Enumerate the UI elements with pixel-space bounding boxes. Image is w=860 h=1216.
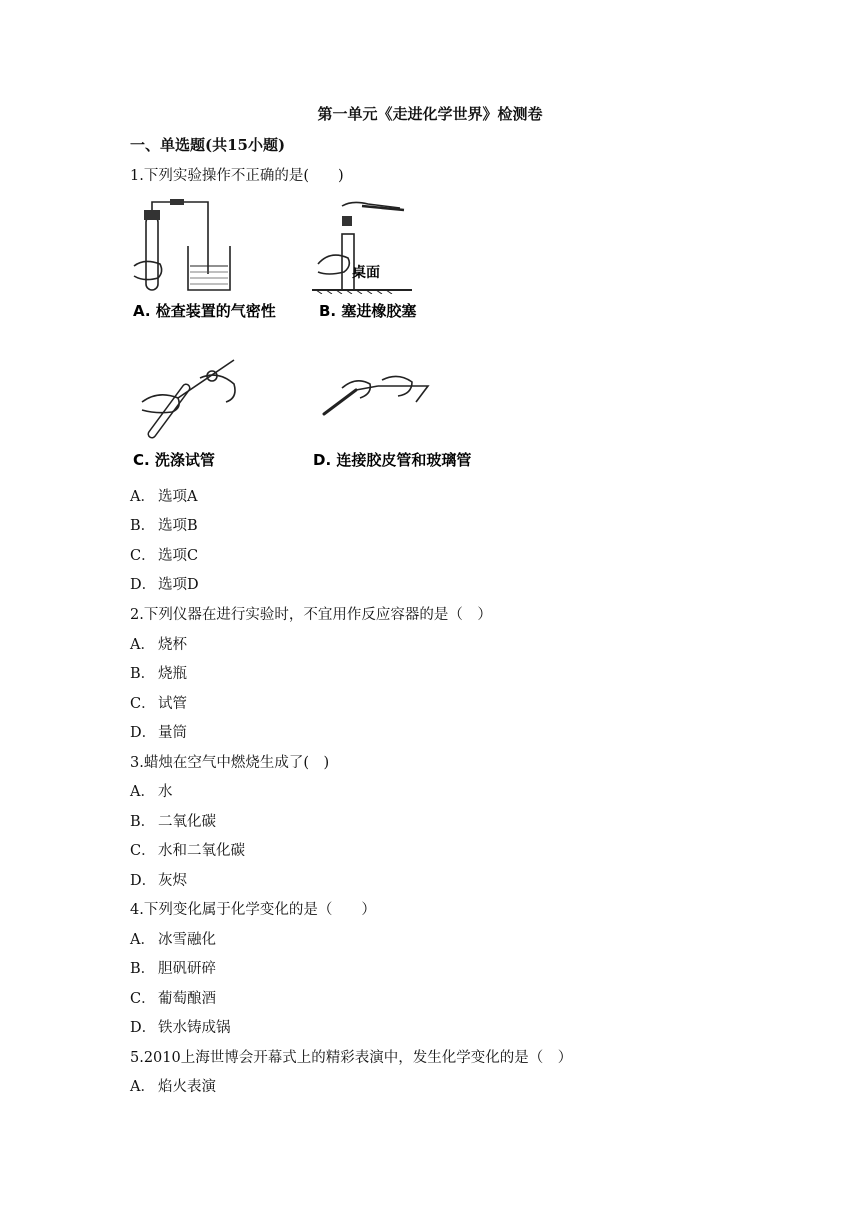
q2-option-b: B． 烧瓶 bbox=[130, 666, 187, 682]
question-2-stem: 2.下列仪器在进行实验时，不宜用作反应容器的是（ ） bbox=[130, 607, 492, 623]
figure-a-caption: A. 检查装置的气密性 bbox=[133, 302, 276, 320]
q4-option-a: A． 冰雪融化 bbox=[130, 932, 216, 948]
question-4-stem: 4.下列变化属于化学变化的是（ ） bbox=[130, 902, 376, 918]
q3-option-d: D． 灰烬 bbox=[130, 873, 187, 889]
question-5-stem: 5.2010上海世博会开幕式上的精彩表演中，发生化学变化的是（ ） bbox=[130, 1050, 573, 1066]
question-1-stem: 1.下列实验操作不正确的是( ) bbox=[130, 168, 344, 184]
q2-option-a: A． 烧杯 bbox=[130, 637, 187, 653]
q1-option-a: A． 选项A bbox=[130, 489, 198, 505]
q4-option-b: B． 胆矾研碎 bbox=[130, 961, 216, 977]
q4-option-d: D． 铁水铸成锅 bbox=[130, 1020, 231, 1036]
q4-option-c: C． 葡萄酿酒 bbox=[130, 991, 216, 1007]
q2-option-d: D． 量筒 bbox=[130, 725, 187, 741]
section-heading: 一、单选题(共15小题) bbox=[130, 136, 286, 154]
figure-b-table-label: 桌面 bbox=[352, 265, 380, 281]
q2-option-c: C． 试管 bbox=[130, 696, 187, 712]
page-title: 第一单元《走进化学世界》检测卷 bbox=[317, 105, 543, 123]
figure-d-connecting bbox=[320, 372, 432, 422]
figure-c-caption: C. 洗涤试管 bbox=[133, 451, 215, 469]
q1-option-c: C． 选项C bbox=[130, 548, 199, 564]
q3-option-b: B． 二氧化碳 bbox=[130, 814, 216, 830]
q3-option-c: C． 水和二氧化碳 bbox=[130, 843, 245, 859]
figure-d-caption: D. 连接胶皮管和玻璃管 bbox=[313, 451, 472, 469]
q5-option-a: A． 焰火表演 bbox=[130, 1079, 216, 1095]
q3-option-a: A． 水 bbox=[130, 784, 173, 800]
figure-a-airtightness bbox=[130, 196, 240, 296]
question-3-stem: 3.蜡烛在空气中燃烧生成了( ) bbox=[130, 755, 330, 771]
q1-option-b: B． 选项B bbox=[130, 518, 198, 534]
figure-c-washing bbox=[138, 354, 248, 440]
figure-b-caption: B. 塞进橡胶塞 bbox=[319, 302, 417, 320]
q1-option-d: D． 选项D bbox=[130, 577, 199, 593]
